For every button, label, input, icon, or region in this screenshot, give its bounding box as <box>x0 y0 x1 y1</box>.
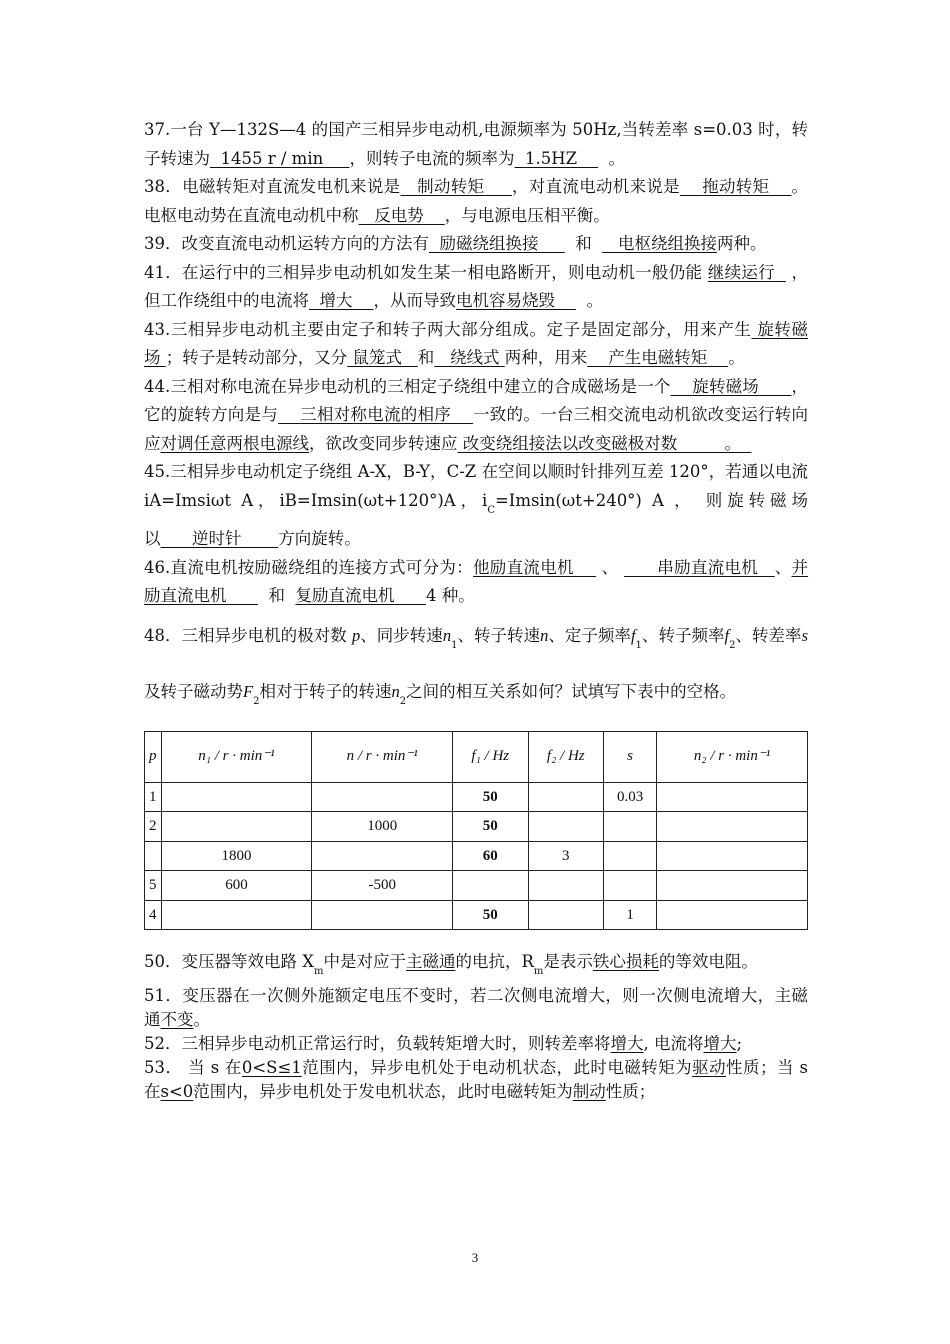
answer-blank: 旋转磁场 <box>692 376 759 396</box>
answer-blank: 增大 <box>319 291 353 310</box>
table-cell: -500 <box>312 871 453 901</box>
table-cell: 600 <box>161 871 312 901</box>
answer-blank: 增大 <box>703 1034 737 1053</box>
table-cell: 1 <box>604 900 657 930</box>
table-row <box>145 812 808 842</box>
question-50: 50．变压器等效电路 $X_m$中是对应于主磁通的电抗，$R_m$是表示铁心损耗的等效电阻。 <box>144 952 758 977</box>
question-37: 37.一台 Y—132S—4 的国产三相异步电动机,电源频率为 50Hz,当转差率 s=0.03 时，转子转速为 1455 r / min ，则转子电流的频率为 1.5HZ 。 <box>144 120 808 168</box>
answer-blank: 鼠笼式 <box>352 348 402 367</box>
table-cell <box>453 871 528 901</box>
answer-blank: 制动 <box>572 1082 606 1101</box>
table-cell <box>312 782 453 812</box>
table-cell <box>657 841 808 871</box>
answer-blank: 不变 <box>160 1010 194 1029</box>
answer-blank: 驱动 <box>692 1058 727 1077</box>
answer-blank: 增大 <box>610 1034 644 1053</box>
answer-blank: 旋转磁场 <box>144 319 809 367</box>
answer-blank: 对调任意两根电源线 <box>160 433 309 453</box>
table-cell: 1800 <box>161 841 312 871</box>
question-41: 41．在运行中的三相异步电动机如发生某一相电路断开，则电动机一般仍能 继续运行 ，但工作绕组中的电流将 增大 ，从而导致电机容易烧毁 。 <box>144 262 809 310</box>
table-header-cell: s <box>604 731 657 782</box>
table-row <box>145 782 808 812</box>
answer-blank: 主磁通 <box>405 952 456 971</box>
answer-blank: 并励直流电机 <box>144 557 809 605</box>
table-cell: 5 <box>145 871 162 901</box>
table-cell <box>312 841 453 871</box>
answer-blank: 电机容易烧毁 <box>455 291 555 310</box>
answer-blank: 产生电磁转矩 <box>608 348 708 367</box>
answer-blank: 改变绕组接法以改变磁极对数 。 <box>462 433 741 453</box>
document-content <box>144 116 808 1104</box>
page-number: 3 <box>471 1250 479 1265</box>
answer-blank: 继续运行 <box>707 262 775 282</box>
table-cell: 0.03 <box>604 782 657 812</box>
table-cell <box>161 900 312 930</box>
question-51: 51．变压器在一次侧外施额定电压不变时，若二次侧电流增大，则一次侧电流增大，主磁通不变。 <box>144 986 808 1029</box>
answer-blank: 他励直流电机 <box>473 557 574 577</box>
question-53: 53． 当 s 在0<S≤1范围内，异步电机处于电动机状态，此时电磁转矩为驱动性质；当 s 在s<0范围内，异步电机处于发电机状态，此时电磁转矩为制动性质； <box>144 1058 809 1101</box>
answer-blank: 串励直流电机 <box>657 557 759 577</box>
table-cell: 50 <box>453 812 528 842</box>
answer-blank: 1455 r / min <box>220 148 324 168</box>
question-43: 43.三相异步电动机主要由定子和转子两大部分组成。定子是固定部分，用来产生 旋转磁场 ；转子是转动部分，又分 鼠笼式 和 绕线式 两种，用来 产生电磁转矩 。 <box>144 319 809 367</box>
table-cell <box>528 782 603 812</box>
answer-blank: 电枢绕组换接 <box>617 234 717 253</box>
answer-blank: 0<S≤1 <box>241 1058 302 1077</box>
question-52: 52．三相异步电动机正常运行时，负载转矩增大时，则转差率将增大, 电流将增大; <box>144 1034 743 1053</box>
answer-blank: 制动转矩 <box>417 177 485 196</box>
table-cell: 50 <box>453 782 528 812</box>
table-header-cell: n₁ / r · min⁻¹ <box>161 731 312 782</box>
relationship-table <box>144 731 808 931</box>
answer-blank: 三相对称电流的相序 <box>300 405 451 424</box>
table-header-cell: f₂ / Hz <box>528 731 603 782</box>
question-44: 44.三相对称电流在异步电动机的三相定子绕组中建立的合成磁场是一个 旋转磁场 ，它的旋转方向是与 三相对称电流的相序 一致的。一台三相交流电动机欲改变运行转向应对调任意两根电源线，欲改变同步转速应 改变绕组接法以改变磁极对数 。 <box>144 376 809 453</box>
question-39: 39．改变直流电动机运转方向的方法有 励磁绕组换接 和 电枢绕组换接两种。 <box>144 234 767 253</box>
spacer <box>144 930 808 950</box>
table-cell <box>604 841 657 871</box>
table-cell <box>528 812 603 842</box>
table-cell <box>528 900 603 930</box>
answer-blank: 复励直流电机 <box>295 586 395 605</box>
table-header-cell: n₂ / r · min⁻¹ <box>657 731 808 782</box>
table-cell: 2 <box>145 812 162 842</box>
table-cell: 4 <box>145 900 162 930</box>
table-cell <box>528 871 603 901</box>
table-header-row <box>145 731 808 782</box>
table-row <box>145 841 808 871</box>
answer-blank: 1.5HZ <box>524 148 578 168</box>
question-48: 48．三相异步电机的极对数 p、同步转速$n_1$、转子转速n、定子频率$f_1$、转子频率$f_2$、转差率s及转子磁动势$F_2$相对于转子的转速$n_2$之间的相互关系如何？试填写下表中的空格。 <box>144 625 808 707</box>
table-row <box>145 871 808 901</box>
question-45: 45.三相异步电动机定子绕组 A-X，B-Y，C-Z 在空间以顺时针排列互差 120°，若通以电流 iA=Imsiωt A，iB=Imsin(ωt+120°)A，$i_C=Imsin(\omega t+240^\circ)$ A ， 则旋转磁场以 逆时针 方向旋转。 <box>144 462 808 548</box>
table-cell <box>604 812 657 842</box>
table-cell <box>161 782 312 812</box>
table-header-cell: f₁ / Hz <box>453 731 528 782</box>
table-cell: 1000 <box>312 812 453 842</box>
table-cell <box>657 782 808 812</box>
table-cell <box>312 900 453 930</box>
answer-blank: 绕线式 <box>450 348 500 367</box>
question-38: 38．电磁转矩对直流发电机来说是 制动转矩 ，对直流电动机来说是 拖动转矩 。电枢电动势在直流电动机中称 反电势 ，与电源电压相平衡。 <box>144 177 808 225</box>
question-46: 46.直流电机按励磁绕组的连接方式可分为：他励直流电机 、 串励直流电机 、并励直流电机 和 复励直流电机 4 种。 <box>144 557 809 605</box>
answer-blank: 逆时针 <box>191 529 242 548</box>
table-cell: 60 <box>453 841 528 871</box>
table-cell: 50 <box>453 900 528 930</box>
table-header-cell: n / r · min⁻¹ <box>312 731 453 782</box>
table-header-cell: p <box>145 731 162 782</box>
table-cell <box>657 812 808 842</box>
table-cell <box>604 871 657 901</box>
table-row <box>145 900 808 930</box>
answer-blank: 反电势 <box>374 205 424 225</box>
table-cell: 3 <box>528 841 603 871</box>
table-cell: 1 <box>145 782 162 812</box>
answer-blank: 铁心损耗 <box>592 952 659 971</box>
answer-blank: 励磁绕组换接 <box>439 234 539 253</box>
table-cell <box>657 900 808 930</box>
table-cell <box>145 841 162 871</box>
table-cell <box>657 871 808 901</box>
answer-blank: s<0 <box>160 1082 194 1101</box>
answer-blank: 拖动转矩 <box>702 177 770 196</box>
table-cell <box>161 812 312 842</box>
